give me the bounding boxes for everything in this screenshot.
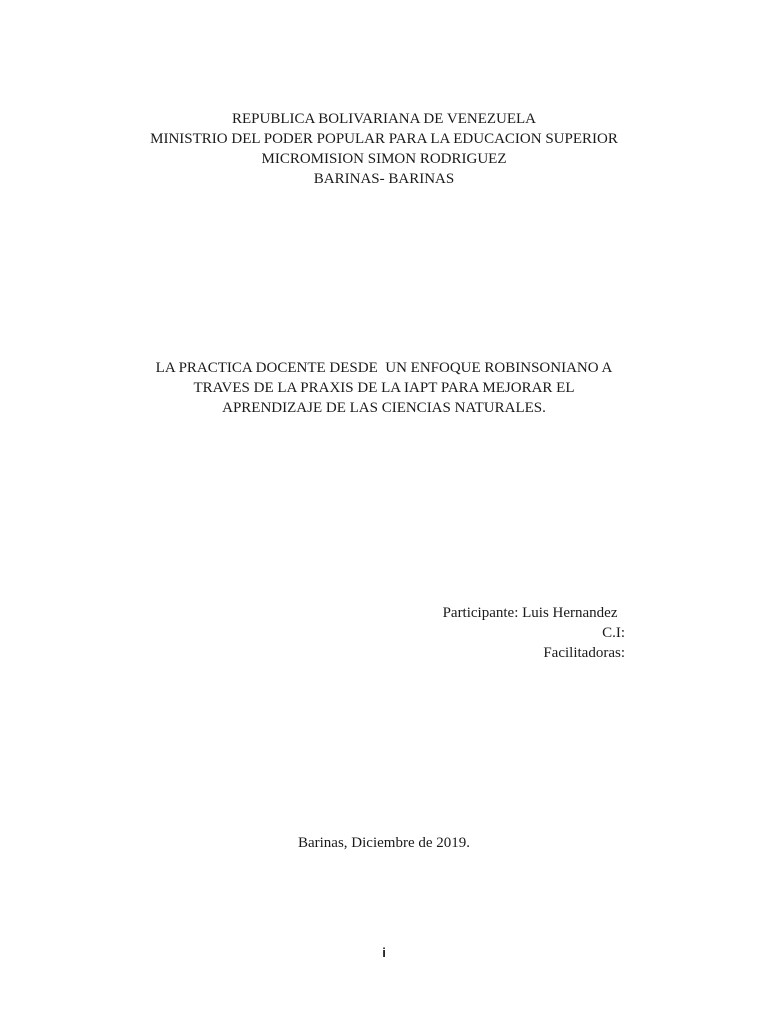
header-line-mission: MICROMISION SIMON RODRIGUEZ (261, 151, 507, 167)
title-line-3: APRENDIZAJE DE LAS CIENCIAS NATURALES. (222, 400, 546, 416)
participant-line: Participante: Luis Hernandez (442, 605, 625, 621)
header-line-country: REPUBLICA BOLIVARIANA DE VENEZUELA (231, 111, 537, 127)
institution-header (0, 109, 768, 189)
ci-line: C.I: (602, 625, 625, 641)
place-date: Barinas, Diciembre de 2019. (297, 835, 471, 851)
author-info (380, 603, 625, 663)
header-line-ministry: MINISTRIO DEL PODER POPULAR PARA LA EDUCACION SUPERIOR (150, 131, 618, 147)
facilitators-line: Facilitadoras: (543, 645, 625, 661)
page-number: i (382, 945, 386, 960)
title-line-2: TRAVES DE LA PRAXIS DE LA IAPT PARA MEJORAR EL (193, 380, 575, 396)
title-line-1: LA PRACTICA DOCENTE DESDE UN ENFOQUE ROBINSONIANO A (155, 360, 613, 376)
header-line-location: BARINAS- BARINAS (313, 171, 455, 187)
document-title (0, 358, 768, 418)
